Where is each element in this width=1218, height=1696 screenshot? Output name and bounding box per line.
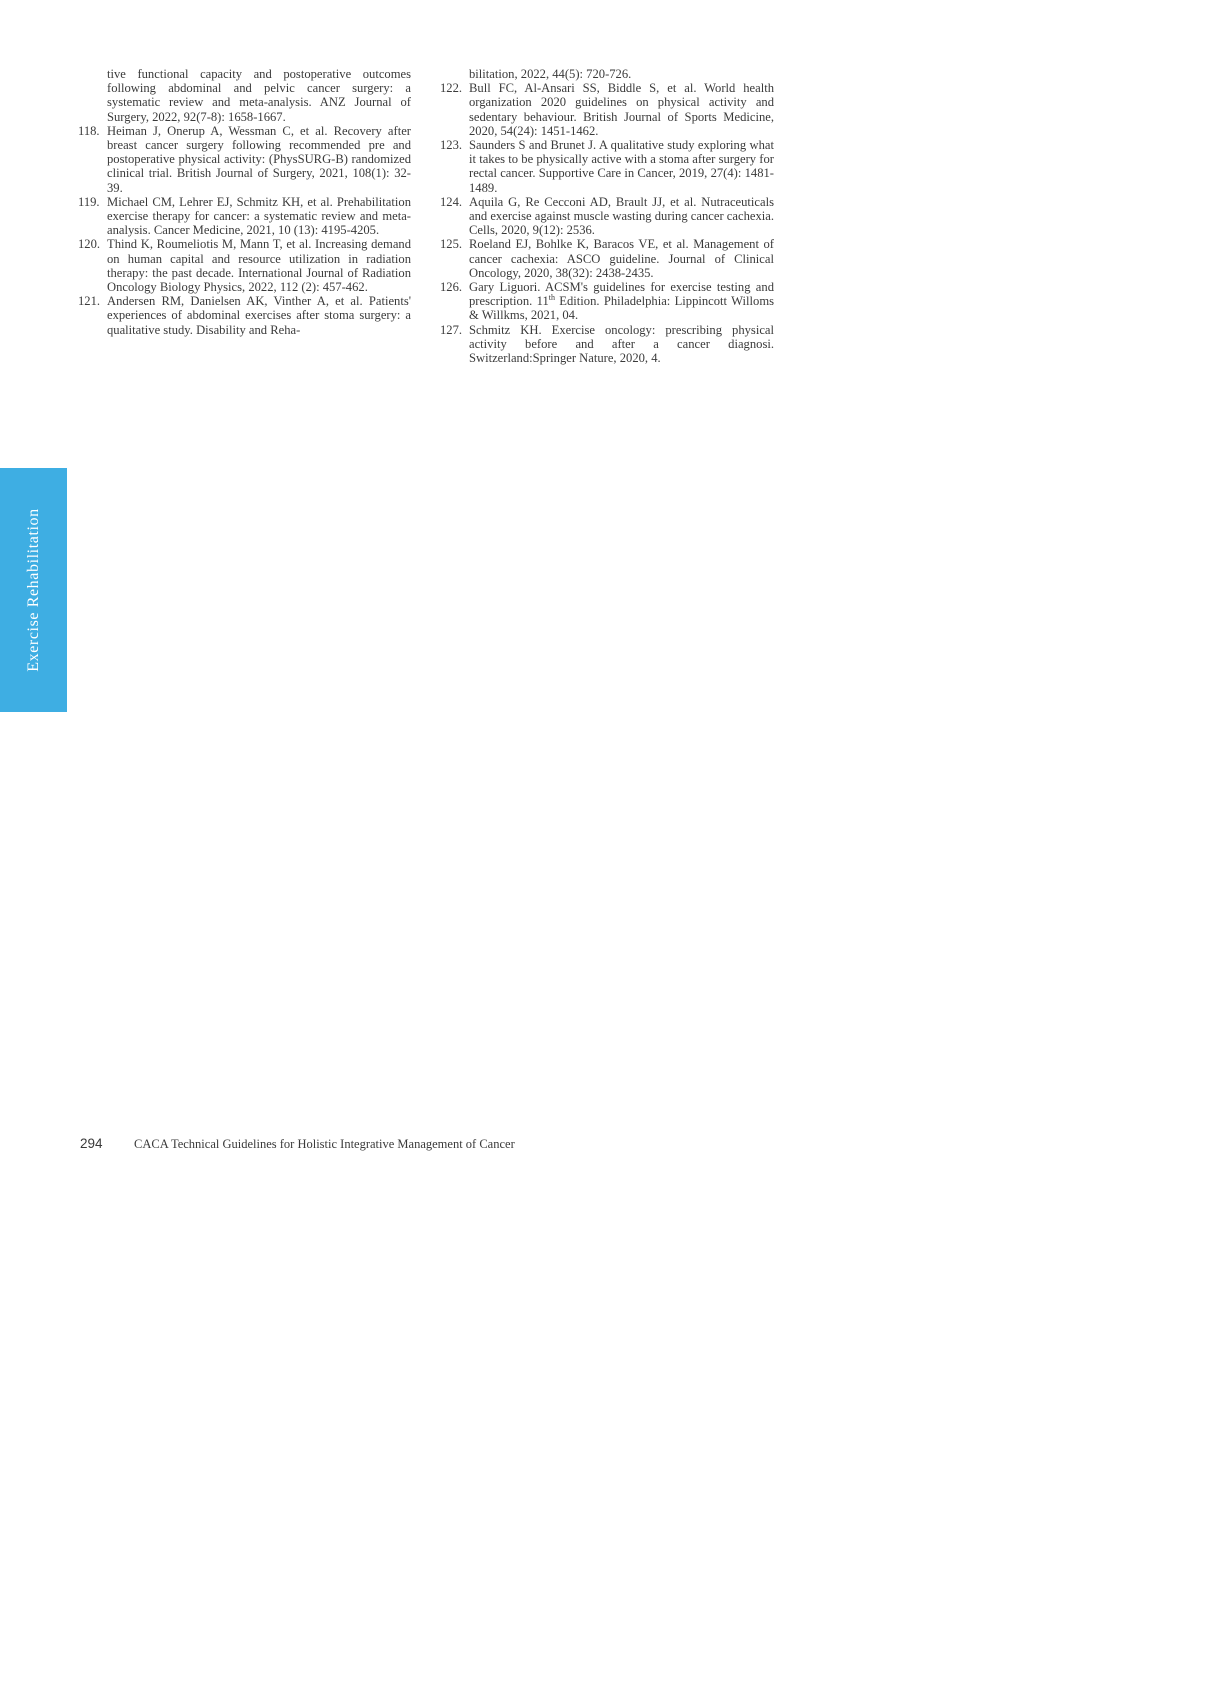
reference-number: 125. (440, 237, 463, 252)
reference-number: 124. (440, 194, 463, 209)
reference-122 (440, 81, 774, 138)
reference-text (469, 280, 774, 323)
reference-124 (440, 195, 774, 238)
reference-number: 122. (440, 81, 463, 96)
reference-text: Roeland EJ, Bohlke K, Baracos VE, et al. Management of cancer cachexia: ASCO guideline. Journal of Clinical Oncology, 2020, 38(32): 2438-2435. (469, 237, 774, 280)
side-section-tab-label: Exercise Rehabilitation (24, 508, 42, 672)
reference-continuation (440, 67, 774, 81)
reference-number: 123. (440, 138, 463, 153)
reference-text: Thind K, Roumeliotis M, Mann T, et al. Increasing demand on human capital and resource utilization in radiation therapy: the past decade. International Journal of Radiation Oncology Biology Physics, 2022, 112 (2): 457-462. (107, 237, 411, 295)
references-left-column (78, 67, 411, 337)
reference-text: Saunders S and Brunet J. A qualitative study exploring what it takes to be physically active with a stoma after surgery for rectal cancer. Supportive Care in Cancer, 2019, 27(4): 1481-1489. (469, 138, 774, 195)
reference-118 (78, 124, 411, 195)
reference-120 (78, 237, 411, 294)
reference-text: bilitation, 2022, 44(5): 720-726. (469, 67, 632, 81)
reference-119 (78, 195, 411, 238)
references-right-column (440, 67, 774, 365)
reference-125 (440, 237, 774, 280)
reference-text: Schmitz KH. Exercise oncology: prescribing physical activity before and after a cancer diagnosi. Switzerland:Springer Nature, 2020, 4. (469, 322, 774, 366)
reference-number: 120. (78, 237, 101, 252)
reference-text-part: Gary Liguori. ACSM's guidelines for exercise testing and prescription. 11 (469, 280, 774, 309)
reference-text: tive functional capacity and postoperative outcomes following abdominal and pelvic cancer surgery: a systematic review and meta-analysis. ANZ Journal of Surgery, 2022, 92(7-8): 1658-1667. (107, 67, 411, 124)
page-number: 294 (80, 1136, 103, 1151)
running-title: CACA Technical Guidelines for Holistic Integrative Management of Cancer (134, 1137, 515, 1151)
reference-text: Michael CM, Lehrer EJ, Schmitz KH, et al. Prehabilitation exercise therapy for cancer: a systematic review and meta-analysis. Cancer Medicine, 2021, 10 (13): 4195-4205. (107, 194, 411, 238)
reference-text: Bull FC, Al-Ansari SS, Biddle S, et al. World health organization 2020 guidelines on physical activity and sedentary behaviour. British Journal of Sports Medicine, 2020, 54(24): 1451-1462. (469, 81, 774, 138)
reference-text-part: Edition. Philadelphia: Lippincott Willoms & Willkms, 2021, 04. (469, 294, 775, 323)
reference-continuation (78, 67, 411, 124)
reference-number: 127. (440, 322, 463, 337)
reference-number: 119. (78, 194, 100, 209)
page-footer (80, 1136, 515, 1152)
reference-text: Aquila G, Re Cecconi AD, Brault JJ, et al. Nutraceuticals and exercise against muscle wasting during cancer cachexia. Cells, 2020, 9(12): 2536. (469, 194, 774, 238)
reference-123 (440, 138, 774, 195)
ordinal-superscript: th (548, 293, 555, 303)
side-section-tab (0, 468, 67, 712)
reference-number: 126. (440, 280, 463, 295)
reference-text: Heiman J, Onerup A, Wessman C, et al. Recovery after breast cancer surgery following recommended pre and postoperative physical activity: (PhysSURG-B) randomized clinical trial. British Journal of Surgery, 2021, 108(1): 32-39. (107, 123, 411, 195)
reference-121 (78, 294, 411, 337)
reference-126 (440, 280, 774, 323)
reference-number: 118. (78, 123, 100, 138)
reference-number: 121. (78, 294, 101, 309)
reference-text: Andersen RM, Danielsen AK, Vinther A, et al. Patients' experiences of abdominal exercises after stoma surgery: a qualitative study. Disability and Reha- (107, 294, 411, 337)
reference-127 (440, 323, 774, 366)
